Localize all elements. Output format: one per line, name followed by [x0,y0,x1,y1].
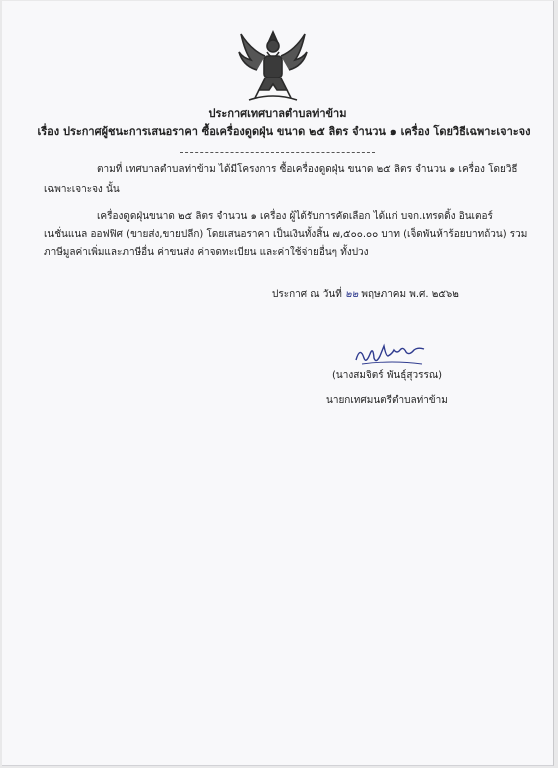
para2-line3: ภาษีมูลค่าเพิ่มและภาษีอื่น ค่าขนส่ง ค่าจดทะเบียน และค่าใช้จ่ายอื่นๆ ทั้งปวง [44,247,369,258]
document-page [2,1,554,766]
divider [180,152,375,153]
date-line [272,286,459,303]
signer-name: (นางสมจิตร์ พันธุ์สุวรรณ) [332,370,443,381]
para1-line2: เฉพาะเจาะจง นั้น [44,184,120,195]
date-rest: พฤษภาคม พ.ศ. ๒๕๖๒ [361,289,459,300]
date-prefix: ประกาศ ณ วันที่ [272,289,342,300]
para1-line1: ตามที่ เทศบาลตำบลท่าข้าม ได้มีโครงการ ซื้อเครื่องดูดฝุ่น ขนาด ๒๕ ลิตร จำนวน ๑ เครื่อง โดยวิธี [97,164,518,175]
date-day: ๒๒ [344,289,359,300]
signer-title: นายกเทศมนตรีตำบลท่าข้าม [326,395,448,406]
document-heading: ประกาศเทศบาลตำบลท่าข้าม [208,107,347,120]
para2-line1: เครื่องดูดฝุ่นขนาด ๒๕ ลิตร จำนวน ๑ เครื่อง ผู้ได้รับการคัดเลือก ได้แก่ บจก.เทรดดิ้ง อินเตอร์ [97,211,493,222]
garuda-emblem-icon [235,26,311,106]
document-subject: เรื่อง ประกาศผู้ชนะการเสนอราคา ซื้อเครื่องดูดฝุ่น ขนาด ๒๕ ลิตร จำนวน ๑ เครื่อง โดยวิธีเฉพาะเจาะจง [37,125,531,138]
para2-line2: เนชั่นแนล ออฟฟิศ (ขายส่ง,ขายปลีก) โดยเสนอราคา เป็นเงินทั้งสิ้น ๗,๕๐๐.๐๐ บาท (เจ็ดพันห้าร้อยบาทถ้วน) รวม [44,229,528,240]
signature-icon [352,340,430,370]
